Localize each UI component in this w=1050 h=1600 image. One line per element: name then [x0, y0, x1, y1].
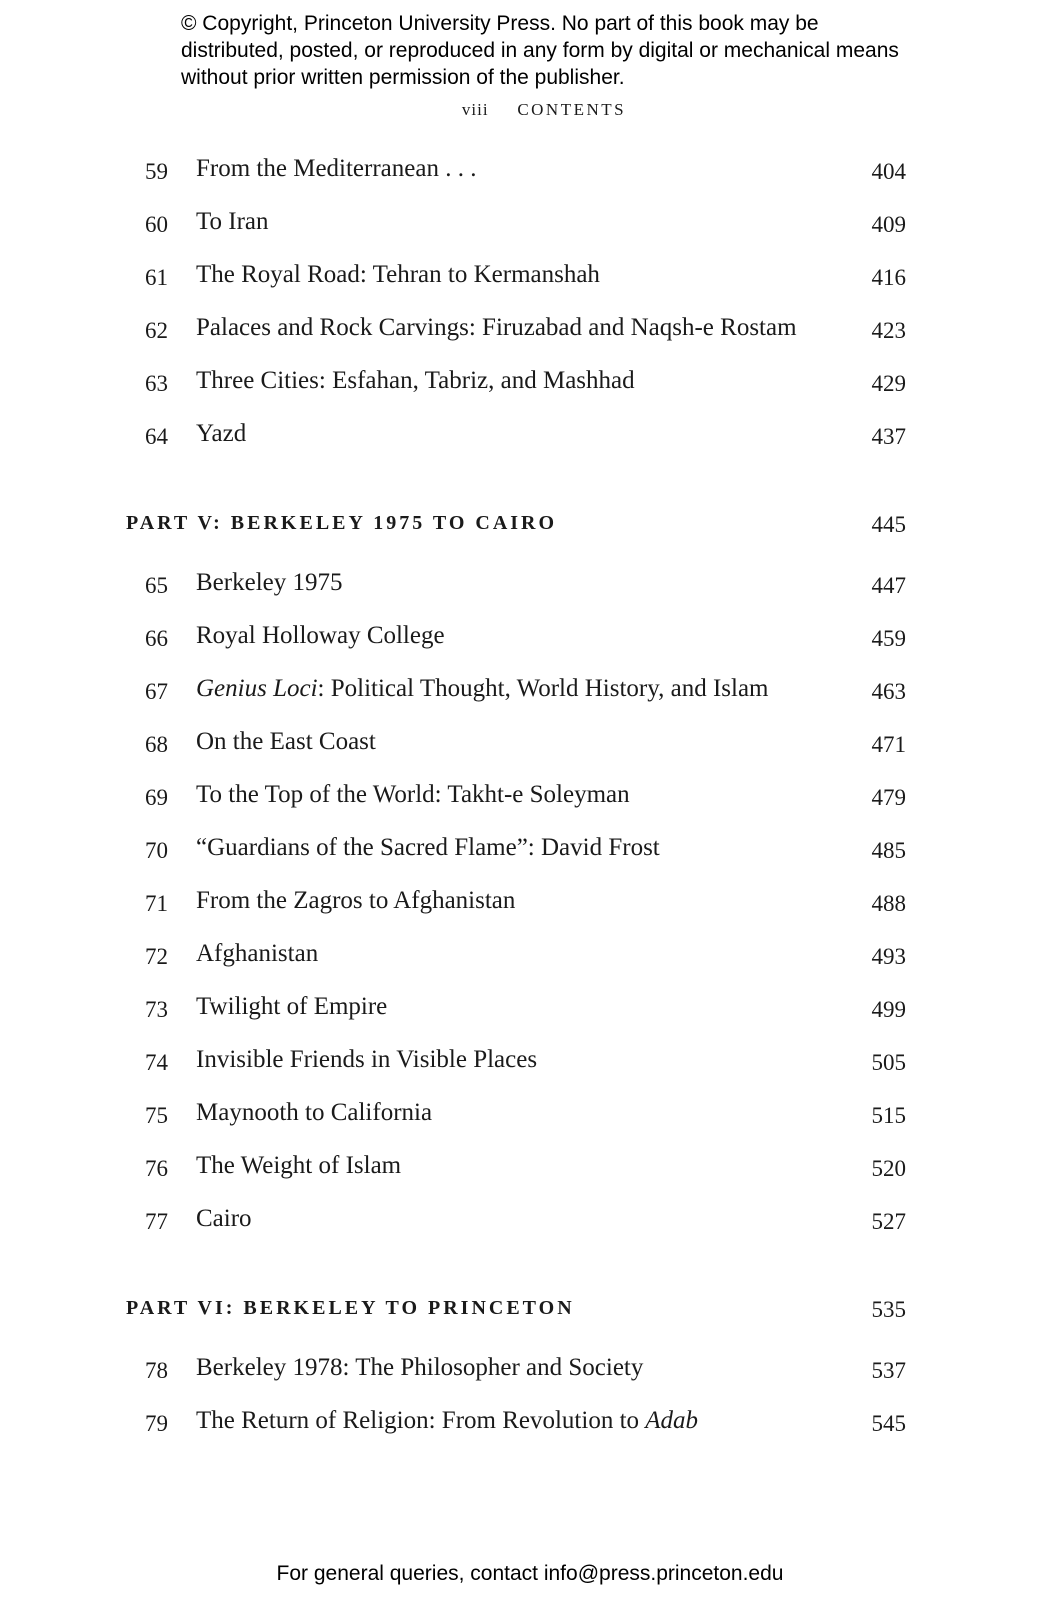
- chapter-title: [196, 1407, 698, 1435]
- chapter-title-text: The Return of Religion: From Revolution to: [196, 1407, 646, 1434]
- page-number: 463: [871, 679, 906, 704]
- chapter-number: 62: [145, 318, 168, 343]
- chapter-title-text: PART VI: BERKELEY TO PRINCETON: [126, 1297, 575, 1319]
- chapter-title-text: “Guardians of the Sacred Flame”: David Frost: [196, 834, 660, 861]
- part-title: [126, 1297, 575, 1320]
- chapter-title: [196, 569, 342, 597]
- chapter-title: [196, 622, 445, 650]
- chapter-title-text: The Weight of Islam: [196, 1152, 402, 1179]
- toc-entry: [0, 1203, 1050, 1243]
- chapter-title-text: Invisible Friends in Visible Places: [196, 1046, 538, 1073]
- toc-entry: [0, 885, 1050, 925]
- chapter-number: 71: [145, 891, 168, 916]
- chapter-title-text: Palaces and Rock Carvings: Firuzabad and Naqsh-e Rostam: [196, 314, 797, 341]
- chapter-title: [196, 993, 387, 1021]
- toc-entry: [0, 259, 1050, 299]
- page-number: 515: [871, 1103, 906, 1128]
- chapter-number: 64: [145, 424, 168, 449]
- chapter-title-text: Maynooth to California: [196, 1099, 433, 1126]
- chapter-title-text: Three Cities: Esfahan, Tabriz, and Mashhad: [196, 367, 635, 394]
- chapter-title: [196, 1099, 432, 1127]
- page-number: 493: [871, 944, 906, 969]
- footer-contact: For general queries, contact info@press.princeton.edu: [276, 1562, 784, 1585]
- chapter-title: [196, 940, 318, 968]
- page-number: 471: [871, 732, 906, 757]
- chapter-number: 61: [145, 265, 168, 290]
- chapter-title: [196, 675, 769, 703]
- chapter-title: [196, 887, 515, 915]
- toc-entry: [0, 1097, 1050, 1137]
- chapter-number: 75: [145, 1103, 168, 1128]
- chapter-title: [196, 420, 246, 448]
- chapter-title: [196, 314, 797, 342]
- chapter-number: 72: [145, 944, 168, 969]
- chapter-title-text: From the Mediterranean . . .: [196, 155, 477, 182]
- chapter-title: [196, 1046, 537, 1074]
- chapter-number: 60: [145, 212, 168, 237]
- page-number: 545: [871, 1411, 906, 1436]
- page-number: 459: [871, 626, 906, 651]
- chapter-title-text: To Iran: [196, 208, 269, 235]
- chapter-title-text: Berkeley 1978: The Philosopher and Society: [196, 1354, 644, 1381]
- toc-entry: [0, 991, 1050, 1031]
- page-number: 520: [871, 1156, 906, 1181]
- chapter-number: 69: [145, 785, 168, 810]
- chapter-number: 79: [145, 1411, 168, 1436]
- chapter-title: [196, 1152, 401, 1180]
- page-number: 479: [871, 785, 906, 810]
- toc-entry: [0, 673, 1050, 713]
- chapter-title-text: From the Zagros to Afghanistan: [196, 887, 516, 914]
- chapter-title: [196, 261, 600, 289]
- toc-entry: [0, 620, 1050, 660]
- page-number: 447: [871, 573, 906, 598]
- chapter-number: 68: [145, 732, 168, 757]
- chapter-title-text: Yazd: [196, 420, 247, 447]
- running-head: [0, 100, 1050, 120]
- chapter-title-text: To the Top of the World: Takht-e Soleyman: [196, 781, 630, 808]
- chapter-number: 67: [145, 679, 168, 704]
- page-number: 404: [871, 159, 906, 184]
- page-number: 423: [871, 318, 906, 343]
- chapter-title: [196, 367, 635, 395]
- chapter-number: 76: [145, 1156, 168, 1181]
- part-title: [126, 512, 557, 535]
- page-number: 445: [871, 512, 906, 537]
- toc-entry: [0, 938, 1050, 978]
- chapter-title-italic: Adab: [645, 1407, 699, 1434]
- page-number: 416: [871, 265, 906, 290]
- page-number: 485: [871, 838, 906, 863]
- chapter-title-text: The Royal Road: Tehran to Kermanshah: [196, 261, 600, 288]
- chapter-title: [196, 155, 476, 183]
- toc-entry: [0, 832, 1050, 872]
- page-number: 499: [871, 997, 906, 1022]
- chapter-title-italic: Genius Loci: [196, 675, 318, 702]
- chapter-title-text: : Political Thought, World History, and Islam: [317, 675, 769, 702]
- page-number: 535: [871, 1297, 906, 1322]
- chapter-title: [196, 1354, 643, 1382]
- toc-entry: [0, 726, 1050, 766]
- chapter-number: 65: [145, 573, 168, 598]
- chapter-title-text: Afghanistan: [196, 940, 319, 967]
- folio: viii: [461, 100, 489, 119]
- toc-entry: [0, 153, 1050, 193]
- toc-entry: [0, 779, 1050, 819]
- toc-entry: [0, 365, 1050, 405]
- chapter-title: [196, 1205, 252, 1233]
- toc-entry: [0, 1150, 1050, 1190]
- chapter-title: [196, 781, 630, 809]
- toc-part-heading: [0, 506, 1050, 546]
- page-number: 437: [871, 424, 906, 449]
- copyright-notice: © Copyright, Princeton University Press. No part of this book may be distributed, posted, or reproduced in any form by digital or mechanical means without prior written permission of the publisher.: [181, 12, 899, 89]
- chapter-title-text: On the East Coast: [196, 728, 376, 755]
- chapter-title: [196, 208, 269, 236]
- page-number: 537: [871, 1358, 906, 1383]
- chapter-title: [196, 834, 660, 862]
- chapter-number: 70: [145, 838, 168, 863]
- toc-entry: [0, 418, 1050, 458]
- chapter-number: 73: [145, 997, 168, 1022]
- page-number: 488: [871, 891, 906, 916]
- page-number: 527: [871, 1209, 906, 1234]
- toc-part-heading: [0, 1291, 1050, 1331]
- running-head-label: CONTENTS: [517, 100, 627, 119]
- toc-entry: [0, 1405, 1050, 1445]
- chapter-title-text: Royal Holloway College: [196, 622, 445, 649]
- chapter-number: 66: [145, 626, 168, 651]
- chapter-number: 63: [145, 371, 168, 396]
- chapter-title-text: PART V: BERKELEY 1975 TO CAIRO: [126, 512, 558, 534]
- chapter-number: 77: [145, 1209, 168, 1234]
- toc-entry: [0, 567, 1050, 607]
- toc-entry: [0, 206, 1050, 246]
- chapter-title: [196, 728, 376, 756]
- toc-entry: [0, 312, 1050, 352]
- chapter-title-text: Cairo: [196, 1205, 252, 1232]
- page-number: 409: [871, 212, 906, 237]
- chapter-title-text: Berkeley 1975: [196, 569, 343, 596]
- chapter-title-text: Twilight of Empire: [196, 993, 388, 1020]
- toc-entry: [0, 1044, 1050, 1084]
- page-number: 429: [871, 371, 906, 396]
- toc-entry: [0, 1352, 1050, 1392]
- page-number: 505: [871, 1050, 906, 1075]
- chapter-number: 78: [145, 1358, 168, 1383]
- chapter-number: 59: [145, 159, 168, 184]
- chapter-number: 74: [145, 1050, 168, 1075]
